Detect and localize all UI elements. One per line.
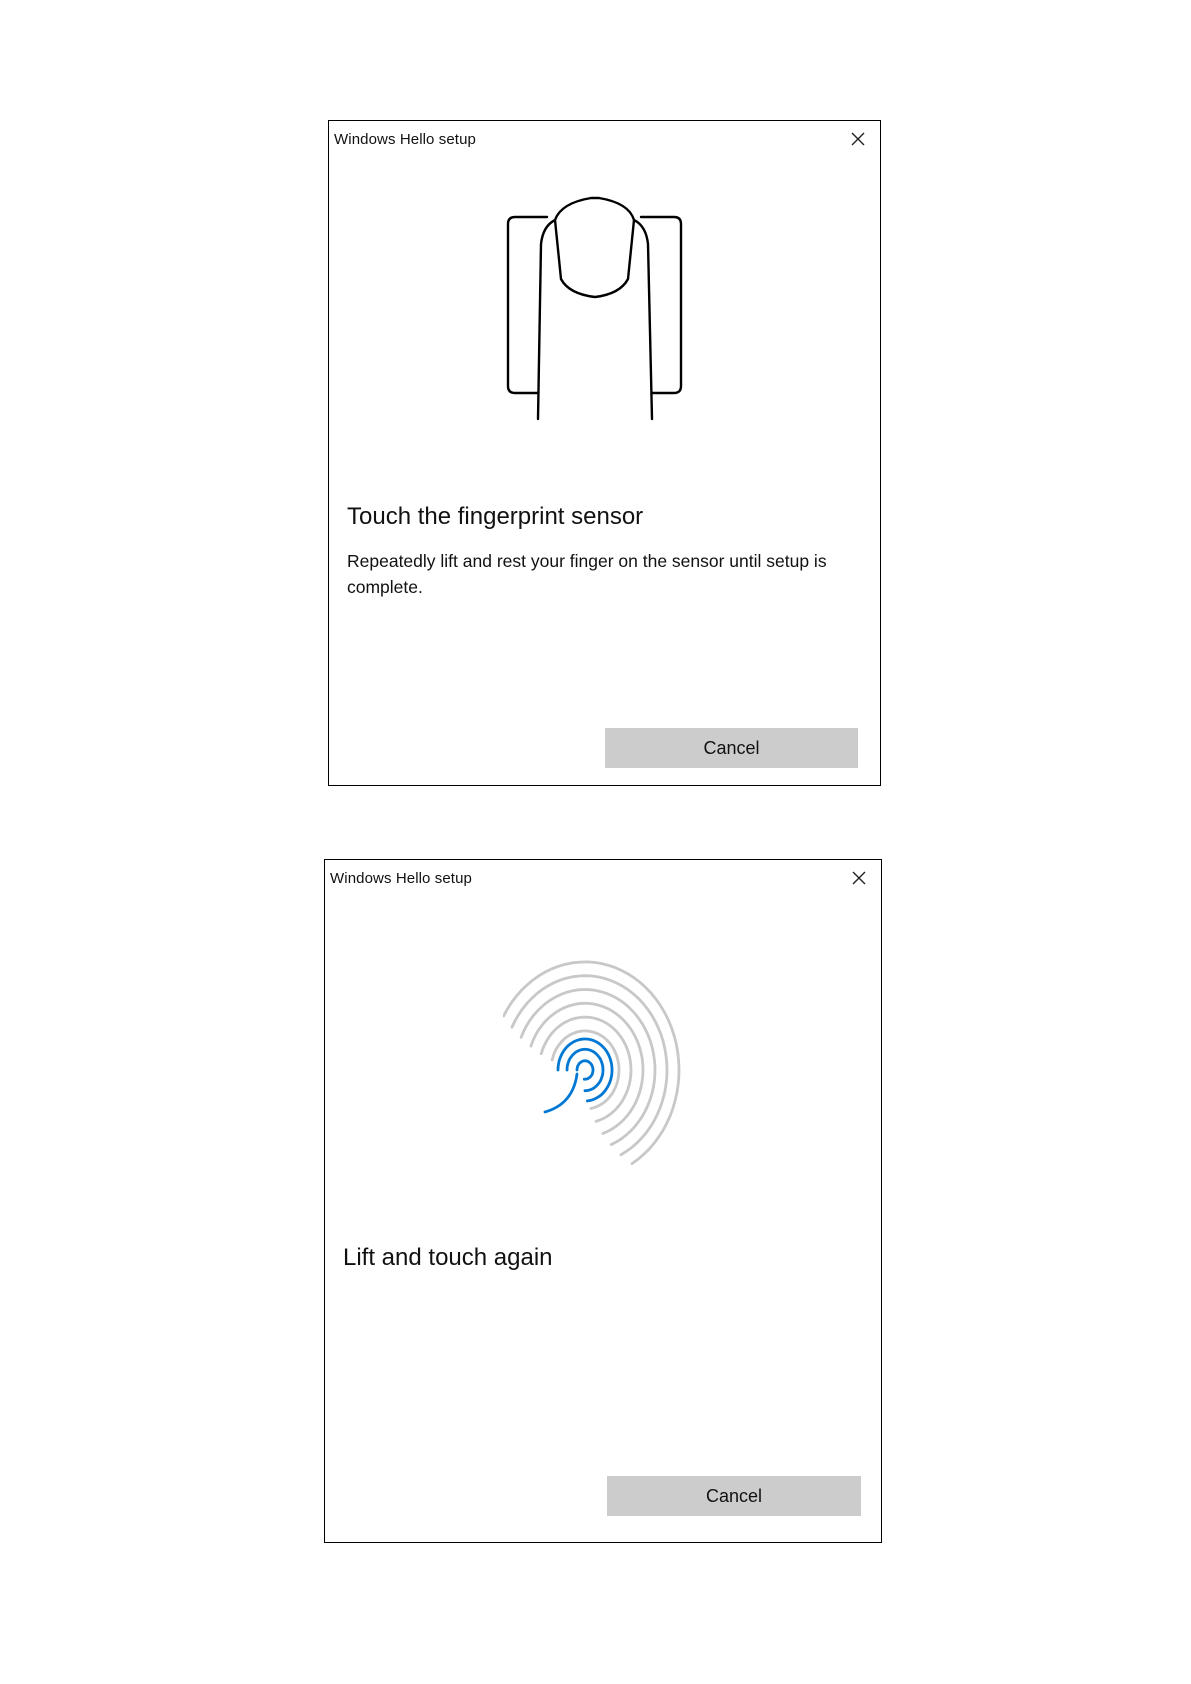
fingerprint-core — [545, 1074, 577, 1112]
dialog-heading: Touch the fingerprint sensor — [347, 503, 644, 530]
dialog-title: Windows Hello setup — [330, 870, 472, 887]
fingerprint-ridge — [531, 1003, 643, 1133]
windows-hello-dialog-touch — [328, 120, 881, 786]
fingerprint-ridge-active — [567, 1049, 603, 1090]
fingerprint-ridge — [552, 1031, 619, 1109]
cancel-button[interactable]: Cancel — [605, 728, 858, 768]
dialog-description: Repeatedly lift and rest your finger on the sensor until setup is complete. — [347, 551, 827, 597]
windows-hello-dialog-lift — [324, 859, 882, 1543]
fingerprint-icon — [503, 932, 703, 1182]
dialog-heading: Lift and touch again — [343, 1244, 553, 1271]
cancel-button[interactable]: Cancel — [607, 1476, 861, 1516]
close-icon[interactable] — [849, 868, 869, 888]
fingerprint-ridge — [521, 990, 655, 1145]
fingerprint-ridge-active — [577, 1061, 593, 1079]
close-icon[interactable] — [848, 129, 868, 149]
dialog-title: Windows Hello setup — [334, 131, 476, 148]
fingerprint-ridge — [541, 1017, 631, 1121]
finger-on-sensor-icon — [499, 196, 709, 446]
